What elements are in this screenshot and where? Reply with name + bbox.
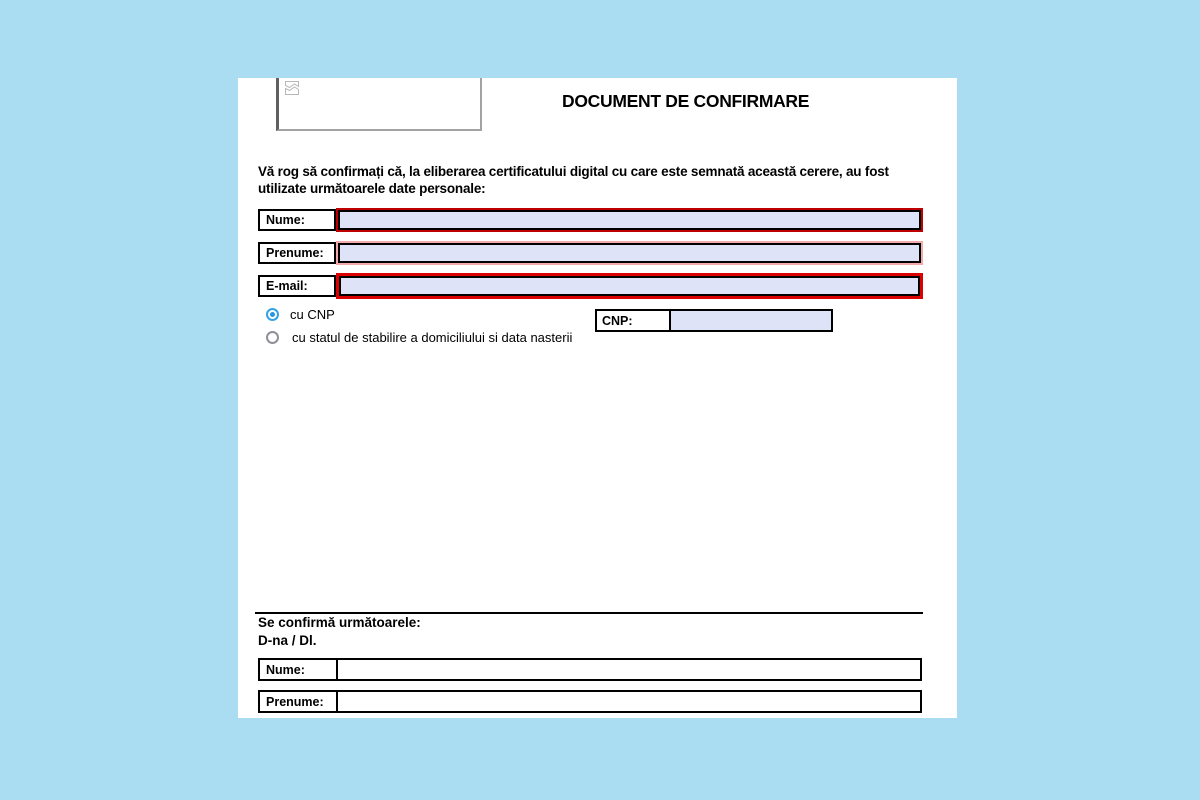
prenume-label: Prenume: [258,242,336,264]
radio-cu-cnp[interactable] [266,308,279,321]
nume-input[interactable] [338,210,921,230]
confirm-prenume-label: Prenume: [260,692,338,711]
field-row-prenume [258,241,923,265]
confirm-nume-label: Nume: [260,660,338,679]
section-divider [255,612,923,614]
cnp-field [595,309,833,332]
nume-label: Nume: [258,209,336,231]
intro-paragraph: Vă rog să confirmați că, la eliberarea certificatului digital cu care este semnată această cerere, au fost utilizate următoarele date personale: [258,164,889,196]
broken-image-icon [284,80,300,101]
document-page [238,78,957,718]
prenume-input-frame [336,241,923,265]
field-row-nume [258,208,923,232]
radio-cu-cnp-label: cu CNP [290,307,335,322]
cnp-label: CNP: [597,311,671,330]
document-title: DOCUMENT DE CONFIRMARE [562,91,810,111]
confirm-prenume-input[interactable] [338,692,920,711]
confirm-nume-input[interactable] [338,660,920,679]
confirm-row-prenume [258,690,922,713]
email-input-frame [336,273,923,299]
email-input[interactable] [339,276,920,296]
radio-stat-stabilire-label: cu statul de stabilire a domiciliului si data nasterii [292,330,573,345]
image-placeholder-box [276,78,482,131]
prenume-input[interactable] [338,243,921,263]
email-label: E-mail: [258,275,336,297]
cnp-input[interactable] [671,311,831,330]
nume-input-frame [336,208,923,232]
salutation-text: D-na / Dl. [258,633,317,648]
confirm-row-nume [258,658,922,681]
confirmation-heading: Se confirmă următoarele: [258,615,421,630]
field-row-email [258,273,923,299]
radio-stat-stabilire[interactable] [266,331,279,344]
